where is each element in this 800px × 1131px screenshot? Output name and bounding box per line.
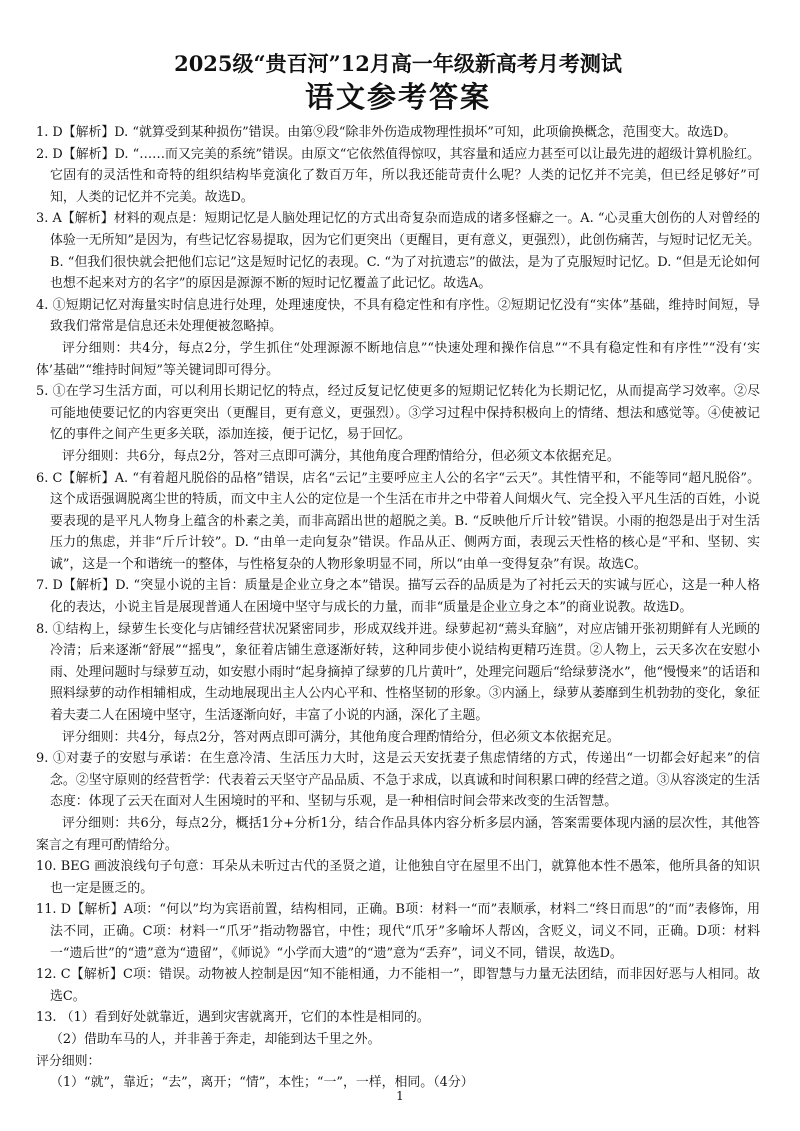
answer-body [36, 122, 760, 1094]
scoring-text: 共6分，每点2分，概括1分+分析1分，结合作品具体内容分析多层内涵，答案需要体现内涵的层次性，其他答案言之有理可酌情给分。 [36, 816, 761, 853]
scoring-label: 评分细则： [62, 816, 128, 831]
scoring-label: 评分细则： [62, 340, 129, 356]
scoring-label: 评分细则： [62, 729, 127, 745]
scoring-note-4 [36, 338, 760, 381]
scoring-text: 共6分，每点2分，答对三点即可满分，其他角度合理酌情给分，但必须文本依据充足。 [126, 448, 620, 464]
scoring-text: 共4分，每点2分，答对两点即可满分，其他角度合理酌情给分，但必须文本依据充足。 [126, 729, 620, 745]
answer-item-13-part-2: （2）借助车马的人，并非善于奔走，却能到达千里之外。 [50, 1031, 381, 1047]
answer-item-3: 3. A【解析】材料的观点是：短期记忆是人脑处理记忆的方式出奇复杂而造成的诸多怪癖之一。A. “心灵重大创伤的人对曾经的体验一无所知”是因为，有些记忆容易提取，因为它们更突出（更醒目，更有意义，更强烈），此创伤痛苦，与短时记忆无关。B. “但我们很快就会把他们忘记”这是短时记忆的表现。C. “为了对抗遗忘”的做法，是为了克服短时记忆。D. “但是无论如何也想不起来对方的名字”的原因是源源不断的短时记忆覆盖了此记忆。故选A。 [36, 211, 760, 292]
scoring-note-13-line: （1）“就”，靠近；“去”，离开；“情”，本性；“一”，一样，相同。（4分） [50, 1075, 474, 1091]
answer-item-7: 7. D【解析】D. “突显小说的主旨：质量是企业立身之本”错误。描写云吞的品质是为了衬托云天的实诚与匠心，这是一种人格化的表达，小说主旨是展现普通人在困境中坚守与成长的力量，而非“质量是企业立身之本”的商业说教。故选D。 [36, 578, 760, 616]
answer-item-10: 10. BEG 画波浪线句子句意：耳朵从未听过古代的圣贤之道，让他独自守在屋里不出门，就算他本性不愚笨，他所具备的知识也一定是匮乏的。 [36, 859, 760, 896]
scoring-label: 评分细则： [62, 448, 127, 464]
scoring-note-8 [36, 727, 760, 749]
answer-item-6: 6. C【解析】A. “有着超凡脱俗的品格”错误，店名“云记”主要呼应主人公的名字“云天”。其性情平和，不能等同“超凡脱俗”。这个成语强调脱离尘世的特质，而文中主人公的定位是一个生活在市井之中带着人间烟火气、完全投入平凡生活的百姓，小说要表现的是平凡人物身上蕴含的朴素之美，而非高蹈出世的超脱之美。B. “反映他斤斤计较”错误。小雨的抱怨是出于对生活压力的焦虑，并非“斤斤计较”。D. “由单一走向复杂”错误。作品从正、侧两方面，表现云天性格的核心是“平和、坚韧、实诚”，这是一个和谐统一的整体，与性格复杂的人物形象明显不同，所以“由单一变得复杂”有误。故选C。 [36, 470, 760, 572]
answer-item-5: 5. ①在学习生活方面，可以利用长期记忆的特点，经过反复记忆使更多的短期记忆转化为长期记忆，从而提高学习效率。②尽可能地使要记忆的内容更突出（更醒目，更有意义，更强烈）。③学习过程中保持积极向上的情绪、想法和感觉等。④使被记忆的事件之间产生更多关联，添加连接，便于记忆，易于回忆。 [36, 384, 760, 443]
answer-item-11: 11. D【解析】A项：“何以”均为宾语前置，结构相同，正确。B项：材料一“而”表顺承，材料二“终日而思”的“而”表修饰，用法不同，正确。C项：材料一“爪牙”指动物器官，中性；现代“爪牙”多喻坏人帮凶，含贬义，词义不同，正确。D项：材料一“遗后世”的“遗”意为“遗留”，《师说》“小学而大遗”的“遗”意为“丢弃”，词义不同，错误，故选D。 [36, 902, 760, 961]
answer-item-12: 12. C【解析】C项：错误。动物被人控制是因“知不能相通，力不能相一”，即智慧与力量无法团结，而非因好恶与人相同。故选C。 [36, 967, 760, 1004]
answer-item-8: 8. ①结构上，绿萝生长变化与店铺经营状况紧密同步，形成双线并进。绿萝起初“蔫头耷脑”，对应店铺开张初期鲜有人光顾的冷清；后来逐渐“舒展”“摇曳”，象征着店铺生意逐渐好转，这种同步使小说结构更精巧连贯。②人物上，云天多次在安慰小雨、处理问题时与绿萝互动，如安慰小雨时“起身摘掉了绿萝的几片黄叶”，处理完问题后“给绿萝浇水”，他“慢慢来”的话语和照料绿萝的动作相辅相成，生动地展现出主人公内心平和、性格坚韧的形象。③内涵上，绿萝从萎靡到生机勃勃的变化，象征着夫妻二人在困境中坚守，生活逐渐向好，丰富了小说的内涵，深化了主题。 [36, 621, 760, 724]
page-number: 1 [396, 1089, 404, 1103]
scoring-text: 共4分，每点2分，学生抓住“处理源源不断地信息”“快速处理和操作信息”“不具有稳定性和有序性”“没有‘实体’基础”“维持时间短”等关键词即可得分。 [36, 340, 760, 378]
answer-item-2: 2. D【解析】D. “……而又完美的系统”错误。由原文“它依然值得惊叹，其容量和适应力甚至可以让最先进的超级计算机脸红。它固有的灵活性和奇特的组织结构毕竟演化了数百万年，所以我还能苛责什么呢？人类的记忆并不完美，但已经足够好”可知，人类的记忆并不完美。故选D。 [36, 146, 760, 205]
answer-item-13: 13. （1）看到好处就靠近，遇到灾害就离开，它们的本性是相同的。 [36, 1010, 430, 1026]
answer-item-1: 1. D【解析】D. “就算受到某种损伤”错误。由第⑨段“除非外伤造成物理性损坏”可知，此项偷换概念，范围变大。故选D。 [36, 125, 737, 140]
exam-title: 2025级“贵百河”12月高一年级新高考月考测试 [174, 51, 622, 76]
answer-key-title: 语文参考答案 [304, 80, 491, 114]
answer-item-9: 9. ①对妻子的安慰与承诺：在生意冷清、生活压力大时，这是云天安抚妻子焦虑情绪的方式，传递出“一切都会好起来”的信念。②坚守原则的经营哲学：代表着云天坚守产品品质、不急于求成，以真诚和时间积累口碑的经营之道。③从容淡定的生活态度：体现了云天在面对人生困境时的平和、坚韧与乐观，是一种相信时间会带来改变的生活智慧。 [36, 751, 760, 810]
scoring-note-13-label: 评分细则： [36, 1053, 101, 1069]
answer-item-4: 4. ①短期记忆对海量实时信息进行处理，处理速度快，不具有稳定性和有序性。②短期记忆没有“实体”基础，维持时间短，导致我们常常是信息还未处理便被忽略掉。 [36, 297, 760, 335]
scoring-note-9 [36, 813, 760, 856]
scoring-note-5 [36, 446, 760, 468]
